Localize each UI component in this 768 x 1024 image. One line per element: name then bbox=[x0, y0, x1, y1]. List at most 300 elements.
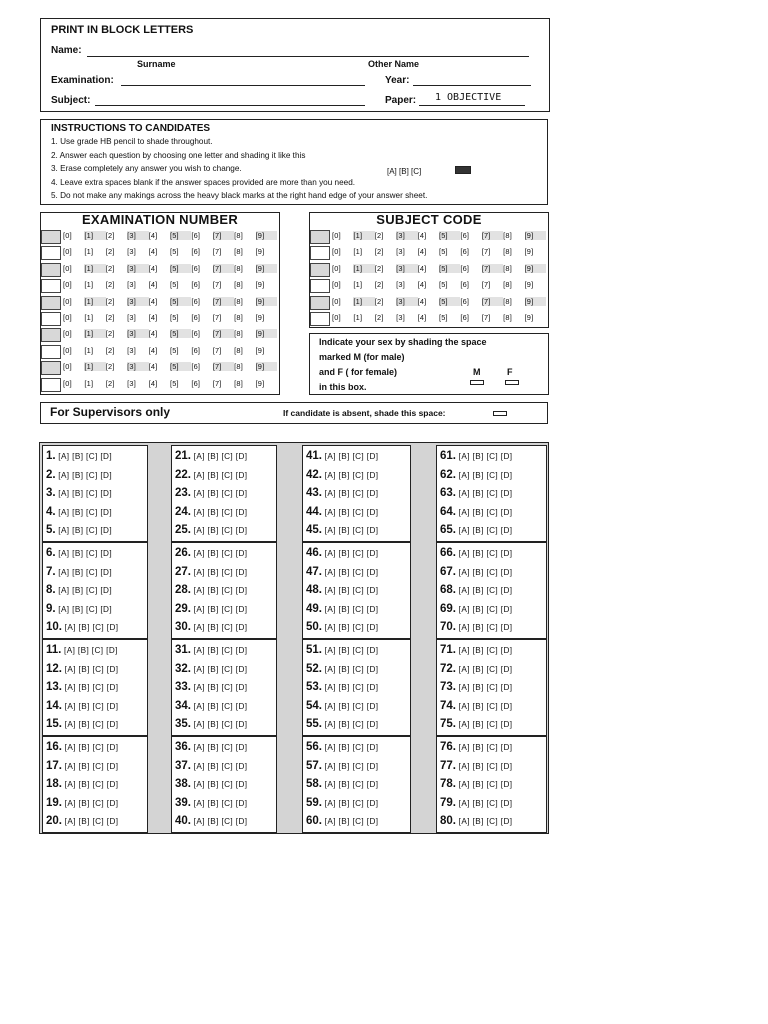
digit-bubble[interactable]: [5] bbox=[439, 264, 460, 273]
answer-options[interactable]: [A] [B] [C] [D] bbox=[456, 470, 513, 480]
answer-options[interactable]: [A] [B] [C] [D] bbox=[322, 761, 379, 771]
answer-row[interactable] bbox=[175, 621, 247, 633]
answer-options[interactable]: [A] [B] [C] [D] bbox=[62, 743, 119, 752]
digit-bubble[interactable]: [4] bbox=[148, 312, 158, 322]
digit-bubble[interactable]: [3] bbox=[396, 247, 405, 257]
answer-options[interactable]: [A] [B] [C] [D] bbox=[456, 683, 513, 693]
answer-options[interactable]: [A] [B] [C] [D] bbox=[62, 720, 119, 730]
digit-bubble[interactable]: [6] bbox=[191, 231, 201, 240]
digit-bubble[interactable]: [1] bbox=[84, 297, 105, 306]
answer-options[interactable]: [A] [B] [C] [D] bbox=[191, 780, 248, 790]
digit-bubble[interactable]: [4] bbox=[148, 362, 158, 372]
answer-options[interactable]: [A] [B] [C] [D] bbox=[322, 798, 379, 808]
digit-bubble[interactable]: [5] bbox=[439, 297, 460, 306]
digit-bubble[interactable]: [5] bbox=[170, 329, 191, 338]
digit-bubble[interactable]: [5] bbox=[170, 264, 191, 273]
digit-bubble[interactable]: [5] bbox=[170, 231, 191, 240]
digit-bubble[interactable]: [5] bbox=[170, 362, 191, 371]
digit-bubble[interactable]: [7] bbox=[482, 231, 503, 240]
examination-field[interactable] bbox=[121, 85, 365, 86]
answer-options[interactable]: [A] [B] [C] [D] bbox=[322, 586, 379, 596]
digit-bubble[interactable]: [3] bbox=[127, 312, 136, 322]
digit-bubble[interactable]: [9] bbox=[256, 362, 277, 371]
answer-row[interactable] bbox=[306, 741, 378, 753]
digit-bubble[interactable]: [0] bbox=[332, 312, 341, 322]
answer-options[interactable]: [A] [B] [C] [D] bbox=[322, 780, 379, 790]
digit-write-cell[interactable] bbox=[310, 296, 330, 310]
digit-bubble[interactable]: [9] bbox=[255, 247, 265, 257]
answer-row[interactable] bbox=[440, 547, 512, 559]
digit-write-cell[interactable] bbox=[41, 361, 61, 375]
digit-bubble[interactable]: [0] bbox=[63, 247, 72, 257]
digit-bubble[interactable]: [1] bbox=[353, 280, 363, 290]
answer-options[interactable]: [A] [B] [C] [D] bbox=[191, 489, 248, 499]
digit-bubble[interactable]: [7] bbox=[481, 312, 491, 322]
digit-bubble[interactable]: [8] bbox=[234, 345, 243, 355]
digit-bubble[interactable]: [7] bbox=[212, 378, 222, 388]
digit-bubble[interactable]: [5] bbox=[169, 312, 179, 322]
answer-row[interactable] bbox=[46, 797, 118, 809]
answer-row[interactable] bbox=[306, 760, 378, 772]
answer-options[interactable]: [A] [B] [C] [D] bbox=[55, 507, 113, 517]
answer-options[interactable]: [A] [B] [C] [D] bbox=[456, 604, 513, 614]
answer-row[interactable] bbox=[175, 815, 247, 827]
answer-options[interactable]: [A] [B] [C] [D] bbox=[191, 604, 248, 614]
digit-write-cell[interactable] bbox=[41, 263, 61, 277]
answer-options[interactable]: [A] [B] [C] [D] bbox=[456, 567, 513, 577]
digit-bubble[interactable]: [8] bbox=[234, 231, 243, 240]
digit-bubble[interactable]: [6] bbox=[460, 247, 470, 257]
digit-bubble[interactable]: [8] bbox=[503, 312, 512, 322]
answer-row[interactable] bbox=[306, 566, 378, 578]
answer-row[interactable] bbox=[46, 621, 118, 633]
digit-bubble[interactable]: [8] bbox=[503, 263, 512, 273]
digit-bubble[interactable]: [6] bbox=[460, 263, 470, 273]
digit-bubble[interactable]: [6] bbox=[460, 280, 470, 290]
digit-bubble[interactable]: [0] bbox=[332, 231, 341, 240]
digit-bubble[interactable]: [1] bbox=[353, 231, 374, 240]
digit-bubble[interactable]: [2] bbox=[105, 231, 115, 240]
digit-bubble[interactable]: [5] bbox=[438, 312, 448, 322]
digit-bubble[interactable]: [7] bbox=[213, 264, 234, 273]
digit-bubble[interactable]: [4] bbox=[148, 247, 158, 257]
answer-options[interactable]: [A] [B] [C] [D] bbox=[456, 526, 513, 536]
answer-row[interactable] bbox=[175, 524, 247, 536]
digit-bubble[interactable]: [0] bbox=[63, 312, 72, 322]
answer-row[interactable] bbox=[306, 621, 378, 633]
paper-field[interactable] bbox=[419, 105, 525, 106]
answer-options[interactable]: [A] [B] [C] [D] bbox=[191, 452, 248, 461]
answer-row[interactable] bbox=[440, 681, 512, 693]
answer-options[interactable]: [A] [B] [C] [D] bbox=[191, 683, 248, 693]
digit-bubble[interactable]: [9] bbox=[256, 329, 277, 338]
digit-bubble[interactable]: [6] bbox=[191, 345, 201, 355]
answer-options[interactable]: [A] [B] [C] [D] bbox=[191, 664, 248, 674]
digit-write-cell[interactable] bbox=[310, 312, 330, 326]
digit-bubble[interactable]: [6] bbox=[191, 378, 201, 388]
answer-options[interactable]: [A] [B] [C] [D] bbox=[62, 683, 119, 693]
digit-bubble[interactable]: [8] bbox=[234, 296, 243, 306]
answer-options[interactable]: [A] [B] [C] [D] bbox=[322, 623, 379, 633]
answer-options[interactable]: [A] [B] [C] [D] bbox=[322, 683, 379, 693]
answer-options[interactable]: [A] [B] [C] [D] bbox=[456, 701, 513, 711]
answer-row[interactable] bbox=[306, 815, 378, 827]
answer-row[interactable] bbox=[306, 450, 378, 462]
answer-options[interactable]: [A] [B] [C] [D] bbox=[191, 586, 248, 596]
answer-options[interactable]: [A] [B] [C] [D] bbox=[322, 526, 379, 536]
digit-bubble[interactable]: [7] bbox=[212, 280, 222, 290]
answer-row[interactable] bbox=[440, 469, 512, 481]
digit-bubble[interactable]: [0] bbox=[332, 263, 341, 273]
answer-options[interactable]: [A] [B] [C] [D] bbox=[191, 743, 248, 752]
digit-bubble[interactable]: [6] bbox=[191, 247, 201, 257]
digit-bubble[interactable]: [2] bbox=[105, 378, 115, 388]
digit-bubble[interactable]: [1] bbox=[84, 329, 105, 338]
answer-row[interactable] bbox=[440, 584, 512, 596]
answer-options[interactable]: [A] [B] [C] [D] bbox=[55, 452, 113, 461]
answer-row[interactable] bbox=[175, 584, 247, 596]
digit-bubble[interactable]: [4] bbox=[148, 263, 158, 273]
digit-bubble[interactable]: [6] bbox=[191, 280, 201, 290]
digit-bubble[interactable]: [7] bbox=[213, 362, 234, 371]
answer-row[interactable] bbox=[175, 644, 247, 656]
answer-options[interactable]: [A] [B] [C] [D] bbox=[55, 567, 113, 577]
answer-row[interactable] bbox=[306, 644, 378, 656]
answer-row[interactable] bbox=[46, 778, 118, 790]
answer-options[interactable]: [A] [B] [C] [D] bbox=[62, 623, 119, 633]
answer-row[interactable] bbox=[46, 700, 118, 712]
digit-write-cell[interactable] bbox=[41, 246, 61, 260]
digit-bubble[interactable]: [7] bbox=[212, 247, 222, 257]
digit-bubble[interactable]: [9] bbox=[256, 297, 277, 306]
answer-options[interactable]: [A] [B] [C] [D] bbox=[456, 720, 513, 730]
digit-bubble[interactable]: [0] bbox=[63, 231, 72, 240]
digit-bubble[interactable]: [3] bbox=[127, 329, 148, 338]
digit-bubble[interactable]: [3] bbox=[396, 264, 417, 273]
answer-options[interactable]: [A] [B] [C] [D] bbox=[322, 817, 379, 827]
answer-options[interactable]: [A] [B] [C] [D] bbox=[322, 452, 379, 461]
answer-row[interactable] bbox=[175, 506, 247, 518]
answer-options[interactable]: [A] [B] [C] [D] bbox=[191, 549, 248, 558]
digit-bubble[interactable]: [2] bbox=[374, 247, 384, 257]
answer-options[interactable]: [A] [B] [C] [D] bbox=[62, 701, 119, 711]
digit-bubble[interactable]: [6] bbox=[191, 362, 201, 372]
answer-row[interactable] bbox=[46, 506, 112, 518]
digit-bubble[interactable]: [2] bbox=[105, 280, 115, 290]
answer-options[interactable]: [A] [B] [C] [D] bbox=[62, 780, 119, 790]
digit-bubble[interactable]: [6] bbox=[460, 312, 470, 322]
digit-bubble[interactable]: [9] bbox=[255, 378, 265, 388]
digit-bubble[interactable]: [0] bbox=[332, 296, 341, 306]
digit-bubble[interactable]: [7] bbox=[481, 280, 491, 290]
answer-options[interactable]: [A] [B] [C] [D] bbox=[191, 526, 248, 536]
digit-bubble[interactable]: [1] bbox=[84, 264, 105, 273]
digit-write-cell[interactable] bbox=[41, 279, 61, 293]
answer-options[interactable]: [A] [B] [C] [D] bbox=[322, 489, 379, 499]
digit-write-cell[interactable] bbox=[41, 328, 61, 342]
answer-row[interactable] bbox=[440, 644, 512, 656]
answer-options[interactable]: [A] [B] [C] [D] bbox=[191, 798, 248, 808]
digit-bubble[interactable]: [1] bbox=[353, 247, 363, 257]
digit-bubble[interactable]: [2] bbox=[374, 231, 384, 240]
digit-bubble[interactable]: [3] bbox=[396, 231, 417, 240]
digit-bubble[interactable]: [2] bbox=[105, 329, 115, 339]
name-field[interactable] bbox=[87, 56, 529, 57]
answer-options[interactable]: [A] [B] [C] [D] bbox=[456, 743, 513, 752]
digit-write-cell[interactable] bbox=[310, 279, 330, 293]
digit-bubble[interactable]: [2] bbox=[105, 263, 115, 273]
digit-bubble[interactable]: [5] bbox=[170, 297, 191, 306]
answer-row[interactable] bbox=[440, 718, 512, 730]
answer-options[interactable]: [A] [B] [C] [D] bbox=[456, 798, 513, 808]
digit-bubble[interactable]: [5] bbox=[438, 280, 448, 290]
answer-row[interactable] bbox=[175, 663, 247, 675]
digit-bubble[interactable]: [7] bbox=[213, 297, 234, 306]
digit-bubble[interactable]: [8] bbox=[234, 378, 243, 388]
digit-bubble[interactable]: [4] bbox=[417, 263, 427, 273]
answer-row[interactable] bbox=[46, 584, 112, 596]
answer-options[interactable]: [A] [B] [C] [D] bbox=[456, 489, 513, 499]
answer-row[interactable] bbox=[46, 547, 112, 559]
answer-options[interactable]: [A] [B] [C] [D] bbox=[55, 470, 113, 480]
answer-options[interactable]: [A] [B] [C] [D] bbox=[456, 664, 513, 674]
digit-bubble[interactable]: [4] bbox=[148, 378, 158, 388]
digit-bubble[interactable]: [5] bbox=[169, 345, 179, 355]
digit-bubble[interactable]: [9] bbox=[256, 231, 277, 240]
answer-row[interactable] bbox=[306, 778, 378, 790]
digit-bubble[interactable]: [8] bbox=[503, 231, 512, 240]
answer-row[interactable] bbox=[46, 566, 112, 578]
digit-bubble[interactable]: [7] bbox=[212, 312, 222, 322]
answer-options[interactable]: [A] [B] [C] [D] bbox=[191, 567, 248, 577]
digit-bubble[interactable]: [4] bbox=[417, 231, 427, 240]
digit-bubble[interactable]: [1] bbox=[84, 312, 94, 322]
answer-row[interactable] bbox=[306, 584, 378, 596]
digit-bubble[interactable]: [3] bbox=[127, 247, 136, 257]
digit-bubble[interactable]: [3] bbox=[127, 362, 148, 371]
digit-bubble[interactable]: [1] bbox=[353, 312, 363, 322]
answer-options[interactable]: [A] [B] [C] [D] bbox=[456, 646, 513, 655]
answer-options[interactable]: [A] [B] [C] [D] bbox=[62, 817, 119, 827]
digit-bubble[interactable]: [2] bbox=[374, 263, 384, 273]
answer-row[interactable] bbox=[440, 797, 512, 809]
digit-bubble[interactable]: [8] bbox=[503, 296, 512, 306]
digit-write-cell[interactable] bbox=[41, 312, 61, 326]
answer-options[interactable]: [A] [B] [C] [D] bbox=[191, 701, 248, 711]
answer-row[interactable] bbox=[46, 663, 118, 675]
answer-row[interactable] bbox=[440, 760, 512, 772]
digit-bubble[interactable]: [5] bbox=[169, 247, 179, 257]
answer-row[interactable] bbox=[306, 547, 378, 559]
answer-row[interactable] bbox=[440, 700, 512, 712]
answer-options[interactable]: [A] [B] [C] [D] bbox=[456, 549, 513, 558]
answer-options[interactable]: [A] [B] [C] [D] bbox=[456, 507, 513, 517]
digit-bubble[interactable]: [4] bbox=[148, 231, 158, 240]
answer-options[interactable]: [A] [B] [C] [D] bbox=[322, 604, 379, 614]
digit-bubble[interactable]: [2] bbox=[105, 247, 115, 257]
absent-bubble[interactable] bbox=[493, 411, 507, 416]
digit-bubble[interactable]: [5] bbox=[169, 378, 179, 388]
answer-row[interactable] bbox=[175, 487, 247, 499]
digit-bubble[interactable]: [9] bbox=[256, 264, 277, 273]
digit-bubble[interactable]: [0] bbox=[63, 296, 72, 306]
digit-bubble[interactable]: [9] bbox=[525, 297, 546, 306]
answer-row[interactable] bbox=[46, 644, 118, 656]
answer-options[interactable]: [A] [B] [C] [D] bbox=[322, 470, 379, 480]
digit-bubble[interactable]: [2] bbox=[105, 345, 115, 355]
digit-bubble[interactable]: [8] bbox=[234, 247, 243, 257]
digit-bubble[interactable]: [6] bbox=[191, 296, 201, 306]
digit-bubble[interactable]: [0] bbox=[63, 263, 72, 273]
answer-row[interactable] bbox=[306, 718, 378, 730]
answer-row[interactable] bbox=[175, 450, 247, 462]
digit-bubble[interactable]: [4] bbox=[417, 280, 427, 290]
digit-bubble[interactable]: [4] bbox=[417, 247, 427, 257]
female-bubble[interactable] bbox=[505, 380, 519, 385]
answer-row[interactable] bbox=[46, 487, 112, 499]
digit-bubble[interactable]: [0] bbox=[63, 280, 72, 290]
answer-row[interactable] bbox=[440, 741, 512, 753]
digit-bubble[interactable]: [4] bbox=[417, 312, 427, 322]
answer-row[interactable] bbox=[175, 547, 247, 559]
answer-row[interactable] bbox=[440, 506, 512, 518]
answer-row[interactable] bbox=[440, 566, 512, 578]
answer-row[interactable] bbox=[306, 603, 378, 615]
digit-bubble[interactable]: [7] bbox=[212, 345, 222, 355]
digit-bubble[interactable]: [0] bbox=[332, 280, 341, 290]
digit-bubble[interactable]: [2] bbox=[105, 362, 115, 372]
answer-options[interactable]: [A] [B] [C] [D] bbox=[322, 701, 379, 711]
answer-row[interactable] bbox=[440, 450, 512, 462]
male-bubble[interactable] bbox=[470, 380, 484, 385]
answer-row[interactable] bbox=[306, 487, 378, 499]
answer-options[interactable]: [A] [B] [C] [D] bbox=[55, 604, 113, 614]
answer-options[interactable]: [A] [B] [C] [D] bbox=[322, 646, 379, 655]
digit-bubble[interactable]: [1] bbox=[84, 231, 105, 240]
digit-bubble[interactable]: [3] bbox=[396, 312, 405, 322]
digit-bubble[interactable]: [0] bbox=[63, 345, 72, 355]
answer-row[interactable] bbox=[175, 797, 247, 809]
answer-row[interactable] bbox=[440, 487, 512, 499]
answer-row[interactable] bbox=[440, 621, 512, 633]
digit-bubble[interactable]: [0] bbox=[332, 247, 341, 257]
digit-bubble[interactable]: [7] bbox=[481, 247, 491, 257]
answer-options[interactable]: [A] [B] [C] [D] bbox=[191, 761, 248, 771]
answer-options[interactable]: [A] [B] [C] [D] bbox=[322, 664, 379, 674]
digit-bubble[interactable]: [8] bbox=[234, 329, 243, 339]
answer-row[interactable] bbox=[440, 663, 512, 675]
digit-write-cell[interactable] bbox=[310, 263, 330, 277]
digit-bubble[interactable]: [8] bbox=[234, 263, 243, 273]
digit-bubble[interactable]: [3] bbox=[127, 231, 148, 240]
digit-bubble[interactable]: [1] bbox=[84, 362, 105, 371]
digit-bubble[interactable]: [8] bbox=[234, 280, 243, 290]
answer-options[interactable]: [A] [B] [C] [D] bbox=[191, 623, 248, 633]
digit-bubble[interactable]: [3] bbox=[127, 378, 136, 388]
digit-bubble[interactable]: [1] bbox=[353, 264, 374, 273]
answer-options[interactable]: [A] [B] [C] [D] bbox=[456, 586, 513, 596]
answer-row[interactable] bbox=[440, 603, 512, 615]
digit-bubble[interactable]: [3] bbox=[127, 297, 148, 306]
digit-bubble[interactable]: [3] bbox=[127, 280, 136, 290]
digit-bubble[interactable]: [2] bbox=[374, 296, 384, 306]
answer-row[interactable] bbox=[306, 469, 378, 481]
answer-row[interactable] bbox=[175, 603, 247, 615]
answer-options[interactable]: [A] [B] [C] [D] bbox=[456, 452, 513, 461]
digit-bubble[interactable]: [7] bbox=[482, 297, 503, 306]
digit-bubble[interactable]: [9] bbox=[524, 280, 534, 290]
digit-bubble[interactable]: [1] bbox=[84, 378, 94, 388]
answer-options[interactable]: [A] [B] [C] [D] bbox=[191, 507, 248, 517]
digit-bubble[interactable]: [9] bbox=[525, 264, 546, 273]
digit-bubble[interactable]: [6] bbox=[460, 296, 470, 306]
answer-row[interactable] bbox=[46, 815, 118, 827]
answer-row[interactable] bbox=[440, 524, 512, 536]
digit-bubble[interactable]: [6] bbox=[191, 312, 201, 322]
digit-bubble[interactable]: [0] bbox=[63, 362, 72, 372]
answer-row[interactable] bbox=[440, 815, 512, 827]
answer-options[interactable]: [A] [B] [C] [D] bbox=[456, 817, 513, 827]
answer-options[interactable]: [A] [B] [C] [D] bbox=[456, 623, 513, 633]
digit-write-cell[interactable] bbox=[41, 345, 61, 359]
subject-field[interactable] bbox=[95, 105, 365, 106]
answer-options[interactable]: [A] [B] [C] [D] bbox=[191, 720, 248, 730]
answer-row[interactable] bbox=[175, 778, 247, 790]
answer-row[interactable] bbox=[46, 603, 112, 615]
answer-row[interactable] bbox=[46, 524, 112, 536]
answer-options[interactable]: [A] [B] [C] [D] bbox=[62, 798, 119, 808]
answer-row[interactable] bbox=[306, 524, 378, 536]
digit-bubble[interactable]: [6] bbox=[191, 329, 201, 339]
digit-bubble[interactable]: [2] bbox=[374, 280, 384, 290]
digit-bubble[interactable]: [0] bbox=[63, 378, 72, 388]
year-field[interactable] bbox=[413, 85, 531, 86]
digit-bubble[interactable]: [1] bbox=[84, 345, 94, 355]
answer-options[interactable]: [A] [B] [C] [D] bbox=[62, 761, 119, 771]
answer-options[interactable]: [A] [B] [C] [D] bbox=[191, 646, 248, 655]
digit-bubble[interactable]: [8] bbox=[503, 280, 512, 290]
answer-options[interactable]: [A] [B] [C] [D] bbox=[322, 720, 379, 730]
digit-write-cell[interactable] bbox=[41, 378, 61, 392]
digit-bubble[interactable]: [2] bbox=[374, 312, 384, 322]
digit-bubble[interactable]: [5] bbox=[439, 231, 460, 240]
answer-options[interactable]: [A] [B] [C] [D] bbox=[322, 743, 379, 752]
digit-bubble[interactable]: [4] bbox=[148, 345, 158, 355]
answer-options[interactable]: [A] [B] [C] [D] bbox=[456, 761, 513, 771]
digit-write-cell[interactable] bbox=[41, 296, 61, 310]
digit-bubble[interactable]: [9] bbox=[524, 312, 534, 322]
answer-row[interactable] bbox=[175, 760, 247, 772]
digit-bubble[interactable]: [1] bbox=[84, 280, 94, 290]
answer-row[interactable] bbox=[306, 797, 378, 809]
digit-bubble[interactable]: [3] bbox=[396, 297, 417, 306]
digit-bubble[interactable]: [7] bbox=[213, 231, 234, 240]
digit-bubble[interactable]: [5] bbox=[438, 247, 448, 257]
digit-bubble[interactable]: [4] bbox=[148, 280, 158, 290]
answer-row[interactable] bbox=[306, 681, 378, 693]
digit-bubble[interactable]: [9] bbox=[255, 312, 265, 322]
digit-write-cell[interactable] bbox=[41, 230, 61, 244]
answer-row[interactable] bbox=[306, 700, 378, 712]
answer-options[interactable]: [A] [B] [C] [D] bbox=[55, 549, 113, 558]
answer-options[interactable]: [A] [B] [C] [D] bbox=[322, 507, 379, 517]
digit-write-cell[interactable] bbox=[310, 246, 330, 260]
answer-options[interactable]: [A] [B] [C] [D] bbox=[55, 586, 113, 596]
digit-bubble[interactable]: [8] bbox=[234, 312, 243, 322]
digit-bubble[interactable]: [5] bbox=[169, 280, 179, 290]
digit-bubble[interactable]: [7] bbox=[213, 329, 234, 338]
digit-bubble[interactable]: [1] bbox=[353, 297, 374, 306]
